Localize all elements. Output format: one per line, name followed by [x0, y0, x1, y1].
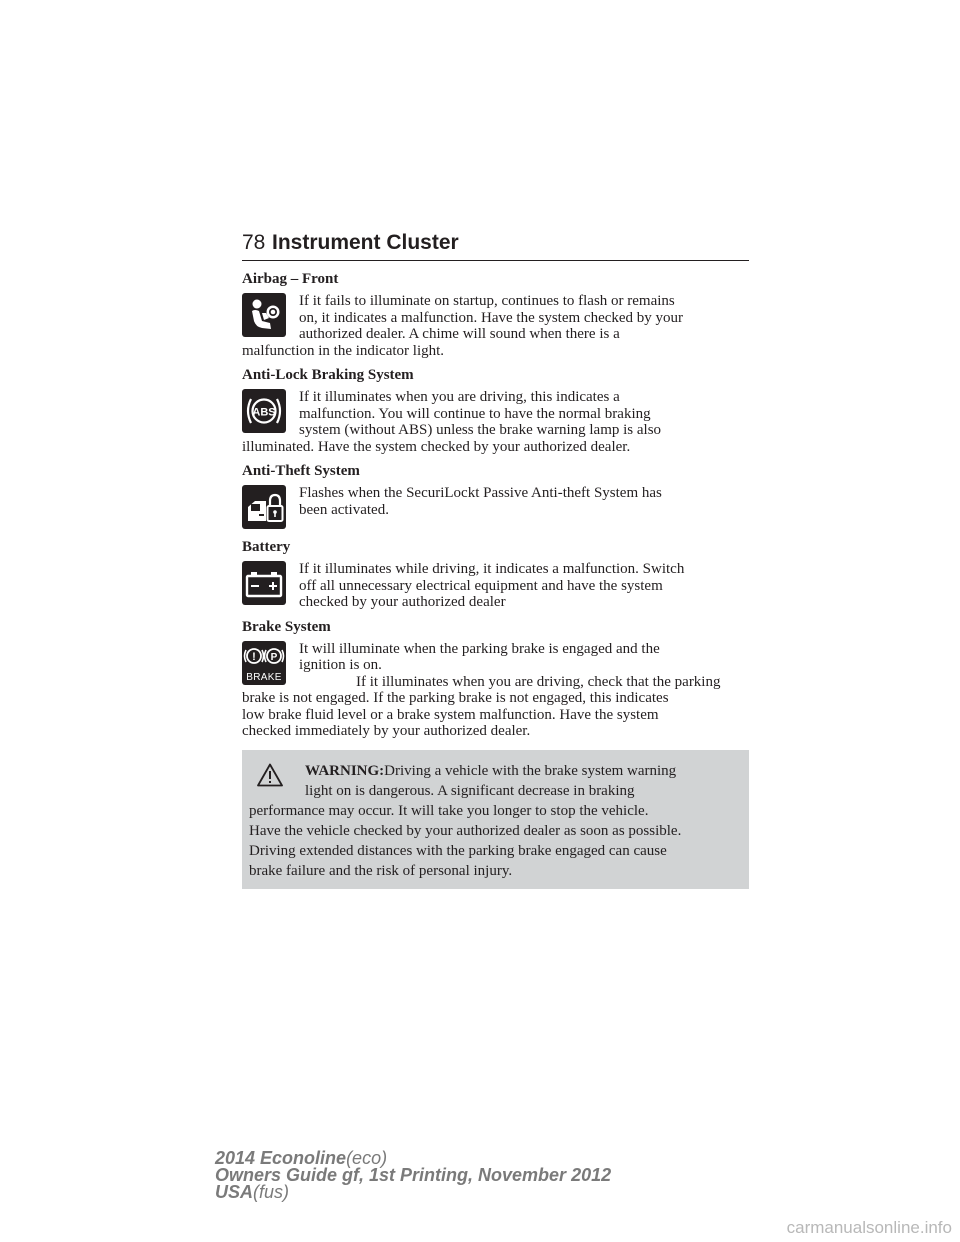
section-battery [242, 538, 749, 611]
warning-text-line: Have the vehicle checked by your authorized dealer as soon as possible. [249, 822, 682, 839]
text-line: illuminated. Have the system checked by your authorized dealer. [242, 438, 631, 455]
text-line: off all unnecessary electrical equipment and have the system [299, 577, 663, 594]
chapter-title: Instrument Cluster [272, 231, 459, 254]
text-line: malfunction in the indicator light. [242, 342, 445, 359]
page-content [242, 270, 749, 889]
abs-icon [242, 389, 286, 433]
section-heading: Anti-Lock Braking System [242, 367, 414, 383]
section-anti-lock-braking-system [242, 366, 749, 455]
warning-text: Driving a vehicle with the brake system warning [384, 762, 677, 779]
page-header [242, 230, 749, 261]
document-footer [215, 1150, 611, 1201]
text-line-part: If it illuminates when you are driving, check that the parking [356, 673, 721, 690]
text-line: low brake fluid level or a brake system malfunction. Have the system [242, 706, 659, 723]
footer-model: 2014 Econoline [215, 1148, 347, 1168]
footer-market: USA [215, 1182, 254, 1202]
brake-warning-icon [242, 641, 286, 685]
airbag-icon [242, 293, 286, 337]
section-brake-system [242, 618, 749, 740]
text-line: been activated. [299, 501, 389, 518]
section-airbag-front [242, 270, 749, 359]
text-line: checked by your authorized dealer [299, 594, 506, 610]
section-anti-theft-system [242, 462, 749, 531]
page-number: 78 [242, 231, 266, 254]
section-heading: Airbag – Front [242, 271, 339, 287]
warning-label: WARNING: [305, 762, 385, 779]
text-line: Flashes when the SecuriLockt Passive Anti-theft System has [299, 485, 662, 501]
warning-text-line: Driving extended distances with the parking brake engaged can cause [249, 842, 667, 859]
warning-text-line: light on is dangerous. A significant decrease in braking [305, 782, 635, 799]
brake-icon-label: BRAKE [246, 671, 282, 683]
text-line: checked immediately by your authorized dealer. [242, 723, 531, 739]
warning-triangle-icon [257, 763, 283, 787]
footer-model-code: (eco) [346, 1148, 388, 1168]
section-heading: Anti-Theft System [242, 463, 360, 479]
text-line [242, 671, 749, 691]
watermark: carmanualsonline.info [786, 1218, 952, 1237]
abs-icon-text: ABS [252, 406, 276, 419]
text-line: If it illuminates while driving, it indicates a malfunction. Switch [299, 561, 685, 577]
text-line: ignition is on. [299, 657, 382, 673]
text-line: If it illuminates when you are driving, this indicates a [299, 389, 620, 405]
brake-parking-symbol: P [270, 651, 278, 663]
anti-theft-icon [242, 485, 286, 529]
text-line: It will illuminate when the parking brake is engaged and the [299, 640, 660, 657]
warning-first-line [249, 761, 742, 781]
footer-market-code: (fus) [253, 1182, 290, 1202]
section-heading: Brake System [242, 618, 331, 635]
text-line: malfunction. You will continue to have the normal braking [299, 405, 651, 422]
footer-line-2: Owners Guide gf, 1st Printing, November 2012 [215, 1165, 612, 1185]
footer-line-3 [215, 1184, 611, 1201]
text-line: on, it indicates a malfunction. Have the system checked by your [299, 309, 684, 326]
section-heading: Battery [242, 539, 291, 555]
text-line: brake is not engaged. If the parking brake is not engaged, this indicates [242, 690, 669, 706]
text-line: If it fails to illuminate on startup, continues to flash or remains [299, 293, 675, 309]
battery-icon [242, 561, 286, 605]
warning-text-line: brake failure and the risk of personal injury. [249, 862, 513, 879]
warning-text-line: performance may occur. It will take you longer to stop the vehicle. [249, 802, 649, 819]
text-line: system (without ABS) unless the brake warning lamp is also [299, 422, 662, 438]
brake-exclamation-symbol: ! [252, 650, 256, 663]
warning-box [242, 750, 749, 889]
text-line: authorized dealer. A chime will sound when there is a [299, 326, 620, 342]
